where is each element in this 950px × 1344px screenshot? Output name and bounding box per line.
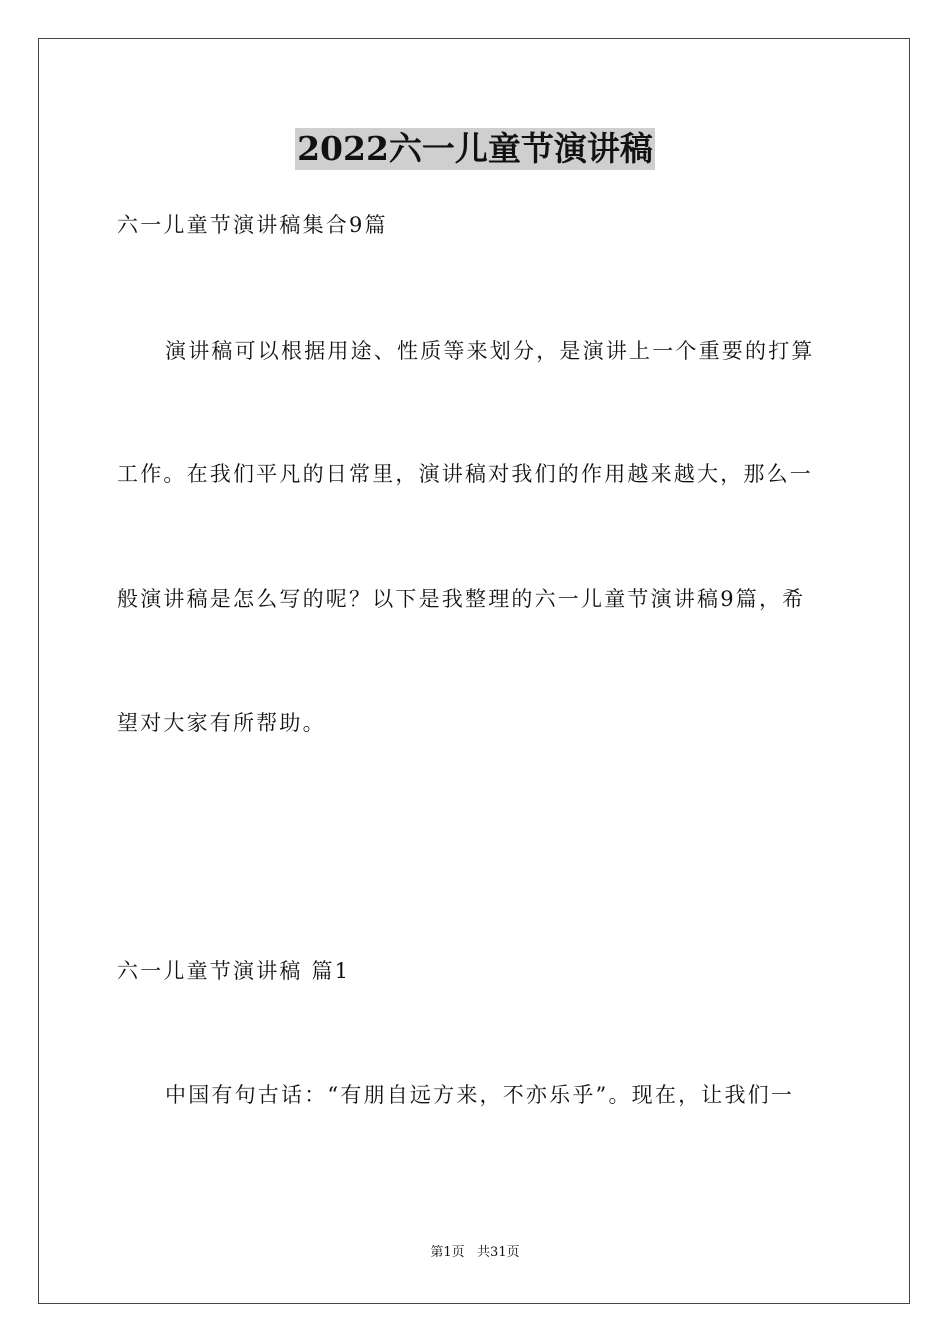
page-footer: 第1页 共31页 bbox=[430, 1245, 520, 1260]
paragraph-line: 望对大家有所帮助。 bbox=[117, 711, 326, 735]
paragraph-line: 中国有句古话：“有朋自远方来，不亦乐乎”。现在，让我们一 bbox=[165, 1083, 795, 1107]
title-container bbox=[0, 128, 950, 170]
document-subtitle: 六一儿童节演讲稿集合9篇 bbox=[117, 213, 388, 237]
paragraph-line: 演讲稿可以根据用途、性质等来划分，是演讲上一个重要的打算 bbox=[165, 339, 815, 363]
section-heading: 六一儿童节演讲稿 篇1 bbox=[117, 959, 351, 983]
paragraph-line: 般演讲稿是怎么写的呢？以下是我整理的六一儿童节演讲稿9篇，希 bbox=[117, 587, 806, 611]
document-title: 2022六一儿童节演讲稿 bbox=[297, 129, 653, 168]
paragraph-line: 工作。在我们平凡的日常里，演讲稿对我们的作用越来越大，那么一 bbox=[117, 462, 813, 486]
